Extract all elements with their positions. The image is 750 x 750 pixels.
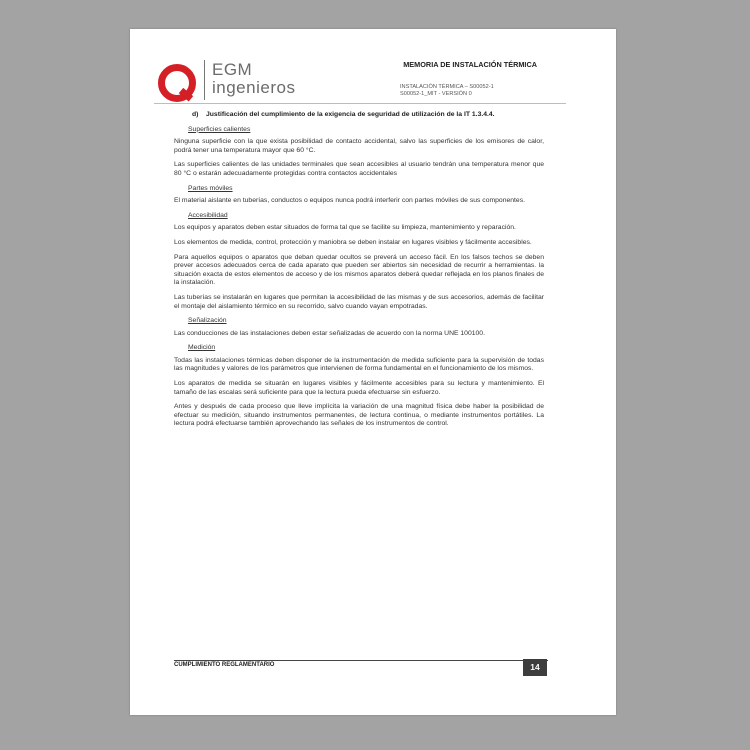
section-title: Justificación del cumplimiento de la exigencia de seguridad de utilización de la IT 1.3.4.4.	[206, 111, 495, 118]
paragraph: Las conducciones de las instalaciones deben estar señalizadas de acuerdo con la norma UNE 100100.	[174, 329, 485, 337]
paragraph: Los equipos y aparatos deben estar situados de forma tal que se facilite su limpieza, mantenimiento y reparación.	[174, 224, 516, 232]
egm-logo	[158, 62, 298, 102]
subsection-heading: Medición	[188, 344, 216, 352]
section-heading	[192, 111, 544, 120]
header-title: MEMORIA DE INSTALACIÓN TÉRMICA	[403, 60, 537, 69]
page-number: 14	[523, 659, 547, 676]
header-subtitle-line1: INSTALACIÓN TÉRMICA – S00052-1	[400, 84, 494, 90]
subsection-heading: Partes móviles	[188, 184, 233, 192]
header-subtitle-line2: S00052-1_MIT - VERSIÓN 0	[400, 91, 472, 98]
document-page	[130, 29, 616, 715]
subsection-heading: Accesibilidad	[188, 211, 228, 219]
footer-rule	[174, 660, 548, 661]
paragraph: Para aquellos equipos o aparatos que deban quedar ocultos se preverá un acceso fácil. En los falsos techos se deben prever accesos adecuados cerca de cada aparato que pueden ser abiertos sin necesidad de recurrir a herramientas. la situación exacta de estos elementos de acceso y de los mismos aparatos deberá quedar reflejada en los planos finales de la instalación.	[174, 253, 544, 287]
paragraph: Las superficies calientes de las unidades terminales que sean accesibles al usuario tendrán una temperatura menor que 80 °C o estarán adecuadamente protegidas contra contactos accidentales	[174, 161, 544, 177]
header-subtitle	[400, 84, 494, 99]
logo-text-line2: ingenieros	[212, 78, 296, 97]
section-content	[174, 126, 544, 429]
paragraph: El material aislante en tuberías, conductos o equipos nunca podrá interferir con partes móviles de sus componentes.	[174, 197, 525, 205]
paragraph: Antes y después de cada proceso que lleve implícita la variación de una magnitud física debe haber la posibilidad de efectuar su medición, situando instrumentos permanentes, de lectura continua, o mediante instrumentos portátiles. La lectura podrá efectuarse también aprovechando las señales de los instrumentos de control.	[174, 403, 544, 428]
logo-divider	[204, 60, 205, 100]
subsection-heading: Superficies calientes	[188, 125, 251, 133]
subsection-heading: Señalización	[188, 317, 227, 325]
logo-text-line1: EGM	[212, 60, 253, 79]
section-number: d)	[192, 111, 199, 118]
paragraph: Los elementos de medida, control, protección y maniobra se deben instalar en lugares visibles y fácilmente accesibles.	[174, 238, 532, 246]
paragraph: Los aparatos de medida se situarán en lugares visibles y fácilmente accesibles para su lectura y mantenimiento. El tamaño de las escalas será suficiente para que la lectura pueda efectuarse sin esfuerzo.	[174, 380, 544, 396]
header-rule	[154, 103, 566, 104]
footer-label: CUMPLIMIENTO REGLAMENTARIO	[174, 662, 275, 668]
paragraph: Todas las instalaciones térmicas deben disponer de la instrumentación de medida suficiente para la supervisión de todas las magnitudes y valores de los parámetros que intervienen de forma fundamental en el funcionamiento de los mismos.	[174, 356, 544, 373]
document-body	[174, 111, 544, 435]
paragraph: Ninguna superficie con la que exista posibilidad de contacto accidental, salvo las superficies de los emisores de calor, podrá tener una temperatura mayor que 60 °C.	[174, 138, 544, 154]
paragraph: Las tuberías se instalarán en lugares que permitan la accesibilidad de las mismas y de sus accesorios, además de facilitar el montaje del aislamiento térmico en su recorrido, salvo cuando vayan empotradas.	[174, 293, 544, 310]
